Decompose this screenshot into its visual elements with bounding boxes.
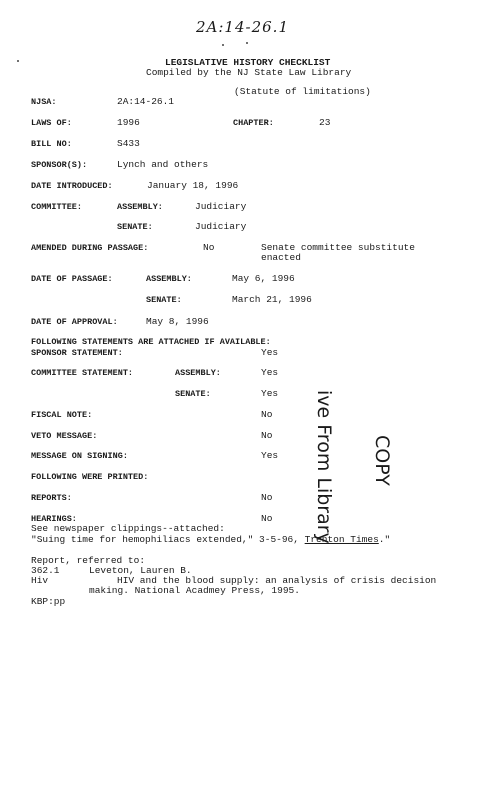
passage-senate-value: March 21, 1996 — [232, 294, 312, 305]
date-of-passage-label: DATE OF PASSAGE: — [31, 274, 113, 284]
reports-label: REPORTS: — [31, 493, 72, 503]
clipping-source: Trenton Times — [304, 534, 379, 545]
committee-statement-assembly-label: ASSEMBLY: — [175, 368, 221, 378]
chapter-value: 23 — [319, 117, 331, 128]
message-on-signing-label: MESSAGE ON SIGNING: — [31, 451, 128, 461]
committee-statement-label: COMMITTEE STATEMENT: — [31, 368, 134, 378]
library-stamp-copy: COPY — [371, 435, 393, 486]
veto-message-label: VETO MESSAGE: — [31, 431, 98, 441]
initials: KBP:pp — [31, 596, 66, 607]
passage-assembly-value: May 6, 1996 — [232, 273, 295, 284]
date-of-approval-value: May 8, 1996 — [146, 316, 209, 327]
clipping-end: ." — [378, 534, 391, 545]
laws-of-value: 1996 — [117, 117, 140, 128]
report-title-line1: HIV and the blood supply: an analysis of crisis decision — [117, 575, 437, 586]
committee-senate-value: Judiciary — [195, 221, 247, 232]
committee-statement-assembly-value: Yes — [261, 367, 279, 378]
njsa-value: 2A:14-26.1 — [117, 96, 175, 107]
speck — [246, 42, 248, 44]
clippings-line2 — [31, 534, 390, 545]
sponsor-statement-value: Yes — [261, 347, 279, 358]
document-title: LEGISLATIVE HISTORY CHECKLIST — [165, 57, 331, 68]
statements-heading: FOLLOWING STATEMENTS ARE ATTACHED IF AVAILABLE: — [31, 337, 271, 347]
fiscal-note-label: FISCAL NOTE: — [31, 410, 93, 420]
printed-heading: FOLLOWING WERE PRINTED: — [31, 472, 149, 482]
handwritten-citation: 2A:14-26.1 — [196, 18, 289, 36]
bill-no-label: BILL NO: — [31, 139, 72, 149]
message-on-signing-value: Yes — [261, 450, 279, 461]
chapter-label: CHAPTER: — [233, 118, 274, 128]
bill-no-value: S433 — [117, 138, 140, 149]
clippings-line1: See newspaper clippings--attached: — [31, 523, 225, 534]
committee-statement-senate-value: Yes — [261, 388, 279, 399]
hearings-value: No — [261, 513, 273, 524]
speck — [222, 44, 224, 46]
amended-note-line1: Senate committee substitute — [261, 242, 415, 253]
committee-assembly-label: ASSEMBLY: — [117, 202, 163, 212]
hearings-label: HEARINGS: — [31, 514, 77, 524]
speck — [17, 60, 19, 62]
date-introduced-label: DATE INTRODUCED: — [31, 181, 113, 191]
date-of-approval-label: DATE OF APPROVAL: — [31, 317, 118, 327]
reports-value: No — [261, 492, 273, 503]
committee-statement-senate-label: SENATE: — [175, 389, 211, 399]
statute-note: (Statute of limitations) — [234, 86, 371, 97]
sponsors-value: Lynch and others — [117, 159, 209, 170]
report-author: Leveton, Lauren B. — [89, 565, 192, 576]
njsa-label: NJSA: — [31, 97, 57, 107]
laws-of-label: LAWS OF: — [31, 118, 72, 128]
committee-assembly-value: Judiciary — [195, 201, 247, 212]
committee-senate-label: SENATE: — [117, 222, 153, 232]
clipping-headline: "Suing time for hemophiliacs extended," 3-5-96, — [31, 534, 305, 545]
passage-senate-label: SENATE: — [146, 295, 182, 305]
veto-message-value: No — [261, 430, 273, 441]
report-call-number-2: Hiv — [31, 575, 49, 586]
document-subtitle: Compiled by the NJ State Law Library — [146, 67, 352, 78]
sponsor-statement-label: SPONSOR STATEMENT: — [31, 348, 123, 358]
report-call-number-1: 362.1 — [31, 565, 60, 576]
report-heading: Report, referred to: — [31, 555, 146, 566]
passage-assembly-label: ASSEMBLY: — [146, 274, 192, 284]
fiscal-note-value: No — [261, 409, 273, 420]
amended-label: AMENDED DURING PASSAGE: — [31, 243, 149, 253]
library-stamp-text: ive From Library — [313, 390, 335, 544]
report-title-line2: making. National Acadmey Press, 1995. — [89, 585, 300, 596]
sponsors-label: SPONSOR(S): — [31, 160, 88, 170]
committee-label: COMMITTEE: — [31, 202, 83, 212]
date-introduced-value: January 18, 1996 — [147, 180, 239, 191]
amended-note-line2: enacted — [261, 252, 301, 263]
amended-value: No — [203, 242, 215, 253]
